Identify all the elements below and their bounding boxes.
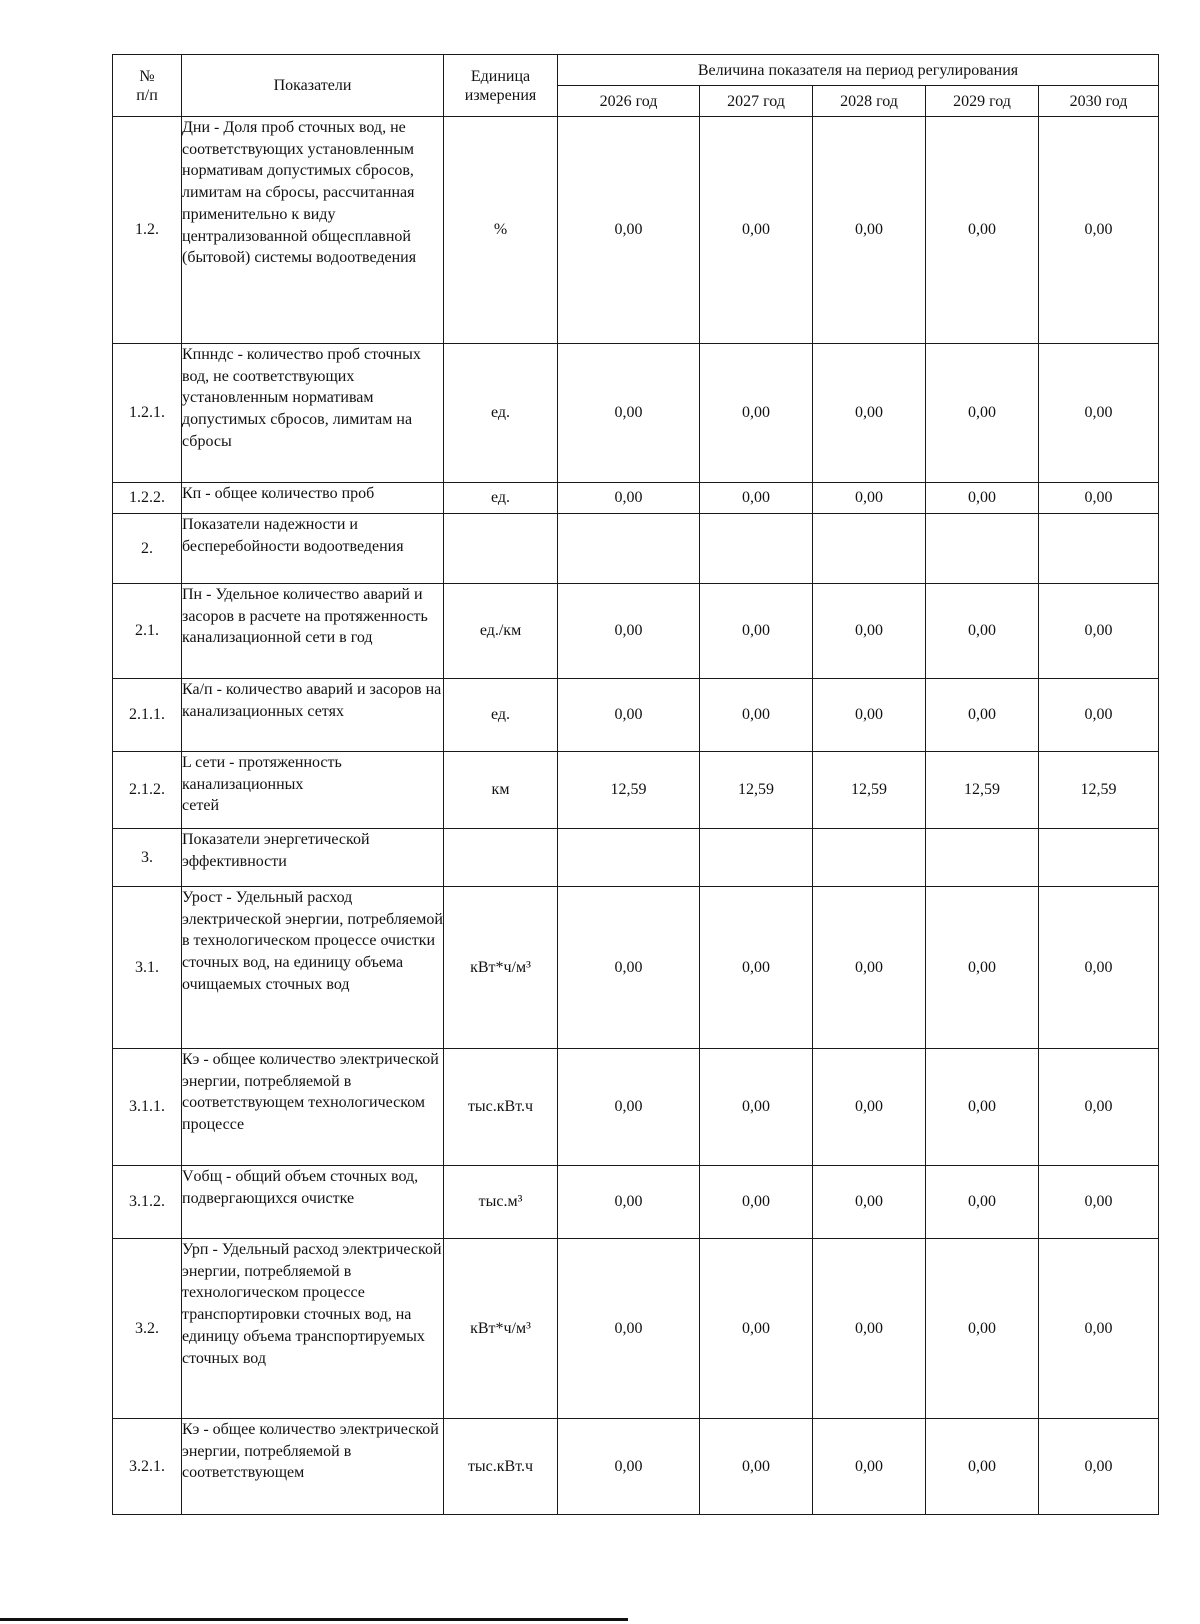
row-value: 0,00 [1039,887,1159,1049]
row-value: 0,00 [558,1239,700,1419]
row-value: 0,00 [813,344,926,483]
row-indicator: Пн - Удельное количество аварий и засоров в расчете на протяженность канализационной сети в год [182,584,444,679]
row-value [813,514,926,584]
table-row [113,514,1159,584]
row-unit: ед./км [444,584,558,679]
row-value: 0,00 [558,584,700,679]
row-value: 0,00 [926,344,1039,483]
row-value: 0,00 [700,117,813,344]
row-indicator: Vобщ - общий объем сточных вод, подвергающихся очистке [182,1166,444,1239]
row-value: 0,00 [813,1049,926,1166]
table-row [113,1239,1159,1419]
header-number: № п/п [113,55,182,117]
row-value: 0,00 [700,344,813,483]
row-number: 3.2. [113,1239,182,1419]
row-number: 3.1.1. [113,1049,182,1166]
row-value [700,829,813,887]
row-value: 0,00 [813,584,926,679]
row-value [1039,514,1159,584]
row-value: 12,59 [558,752,700,829]
row-number: 1.2. [113,117,182,344]
table-row [113,1419,1159,1515]
header-year: 2030 год [1039,86,1159,117]
header-period: Величина показателя на период регулирования [558,55,1159,86]
row-unit: тыс.кВт.ч [444,1049,558,1166]
row-value: 0,00 [558,117,700,344]
row-indicator: Кпнндс - количество проб сточных вод, не соответствующих установленным нормативам допустимых сбросов, лимитам на сбросы [182,344,444,483]
row-value: 0,00 [558,887,700,1049]
row-value: 0,00 [558,1166,700,1239]
row-value: 0,00 [700,679,813,752]
row-value: 0,00 [926,1239,1039,1419]
header-year: 2027 год [700,86,813,117]
row-unit [444,514,558,584]
table-row [113,117,1159,344]
row-indicator: Кп - общее количество проб [182,483,444,514]
row-indicator: Урост - Удельный расход электрической энергии, потребляемой в технологическом процессе очистки сточных вод, на единицу объема очищаемых сточных вод [182,887,444,1049]
table-header [113,55,1159,117]
row-value: 0,00 [926,679,1039,752]
table-body [113,117,1159,1515]
row-value: 0,00 [926,483,1039,514]
row-number: 2.1.2. [113,752,182,829]
row-number: 2.1. [113,584,182,679]
row-value: 0,00 [813,679,926,752]
row-unit: тыс.кВт.ч [444,1419,558,1515]
row-value: 0,00 [926,1419,1039,1515]
row-unit: кВт*ч/м³ [444,887,558,1049]
row-value: 0,00 [700,887,813,1049]
row-number: 1.2.2. [113,483,182,514]
row-unit: ед. [444,344,558,483]
row-value: 0,00 [558,679,700,752]
row-value [558,829,700,887]
row-value [813,829,926,887]
indicators-table [112,54,1159,1515]
row-unit [444,829,558,887]
row-indicator: Ка/п - количество аварий и засоров на канализационных сетях [182,679,444,752]
row-value: 0,00 [1039,1049,1159,1166]
row-value: 0,00 [1039,344,1159,483]
row-value: 0,00 [558,344,700,483]
row-value: 12,59 [813,752,926,829]
row-value [926,829,1039,887]
table-row [113,344,1159,483]
row-value: 0,00 [813,117,926,344]
row-value [700,514,813,584]
row-number: 3.1. [113,887,182,1049]
row-indicator: Кэ - общее количество электрической энергии, потребляемой в соответствующем технологическом процессе [182,1049,444,1166]
table-row [113,584,1159,679]
row-value: 0,00 [1039,483,1159,514]
row-value: 0,00 [813,1166,926,1239]
header-year: 2026 год [558,86,700,117]
row-number: 3.1.2. [113,1166,182,1239]
row-value: 0,00 [1039,1419,1159,1515]
header-year: 2029 год [926,86,1039,117]
row-value: 0,00 [926,1049,1039,1166]
row-value: 0,00 [1039,679,1159,752]
bottom-rule [0,1618,628,1621]
table-row [113,887,1159,1049]
table-row [113,1049,1159,1166]
row-value: 0,00 [700,1239,813,1419]
row-unit: ед. [444,679,558,752]
header-indicator: Показатели [182,55,444,117]
row-number: 2. [113,514,182,584]
row-value: 0,00 [1039,1239,1159,1419]
row-value: 0,00 [558,1419,700,1515]
table-row [113,679,1159,752]
row-value [1039,829,1159,887]
row-unit: км [444,752,558,829]
row-value: 12,59 [926,752,1039,829]
row-number: 3.2.1. [113,1419,182,1515]
row-value: 0,00 [1039,584,1159,679]
row-indicator: Кэ - общее количество электрической энергии, потребляемой в соответствующем [182,1419,444,1515]
row-value: 0,00 [700,584,813,679]
row-number: 1.2.1. [113,344,182,483]
row-value: 0,00 [700,1049,813,1166]
table-row [113,752,1159,829]
row-value: 0,00 [700,1166,813,1239]
row-indicator: Урп - Удельный расход электрической энергии, потребляемой в технологическом процессе транспортировки сточных вод, на единицу объема транспортируемых сточных вод [182,1239,444,1419]
row-value: 0,00 [926,1166,1039,1239]
row-number: 2.1.1. [113,679,182,752]
row-value: 0,00 [813,483,926,514]
row-unit: тыс.м³ [444,1166,558,1239]
row-value: 0,00 [926,117,1039,344]
header-year: 2028 год [813,86,926,117]
row-indicator: Показатели энергетической эффективности [182,829,444,887]
row-value: 0,00 [813,1419,926,1515]
row-value: 0,00 [558,483,700,514]
row-value: 0,00 [813,887,926,1049]
row-indicator: Дни - Доля проб сточных вод, не соответствующих установленным нормативам допустимых сбросов, лимитам на сбросы, рассчитанная применительно к виду централизованной общесплавной (бытовой) системы водоотведения [182,117,444,344]
row-number: 3. [113,829,182,887]
row-indicator: Показатели надежности и бесперебойности водоотведения [182,514,444,584]
row-value: 12,59 [700,752,813,829]
row-unit: % [444,117,558,344]
row-value: 0,00 [558,1049,700,1166]
row-value [926,514,1039,584]
row-unit: кВт*ч/м³ [444,1239,558,1419]
row-value: 0,00 [1039,1166,1159,1239]
header-unit: Единица измерения [444,55,558,117]
row-value: 0,00 [926,887,1039,1049]
row-value: 0,00 [813,1239,926,1419]
row-value: 0,00 [926,584,1039,679]
row-indicator: L сети - протяженность канализационных сетей [182,752,444,829]
table-row [113,1166,1159,1239]
row-value: 0,00 [700,483,813,514]
row-value: 12,59 [1039,752,1159,829]
table-row [113,483,1159,514]
row-value: 0,00 [1039,117,1159,344]
row-unit: ед. [444,483,558,514]
row-value: 0,00 [700,1419,813,1515]
table-row [113,829,1159,887]
row-value [558,514,700,584]
